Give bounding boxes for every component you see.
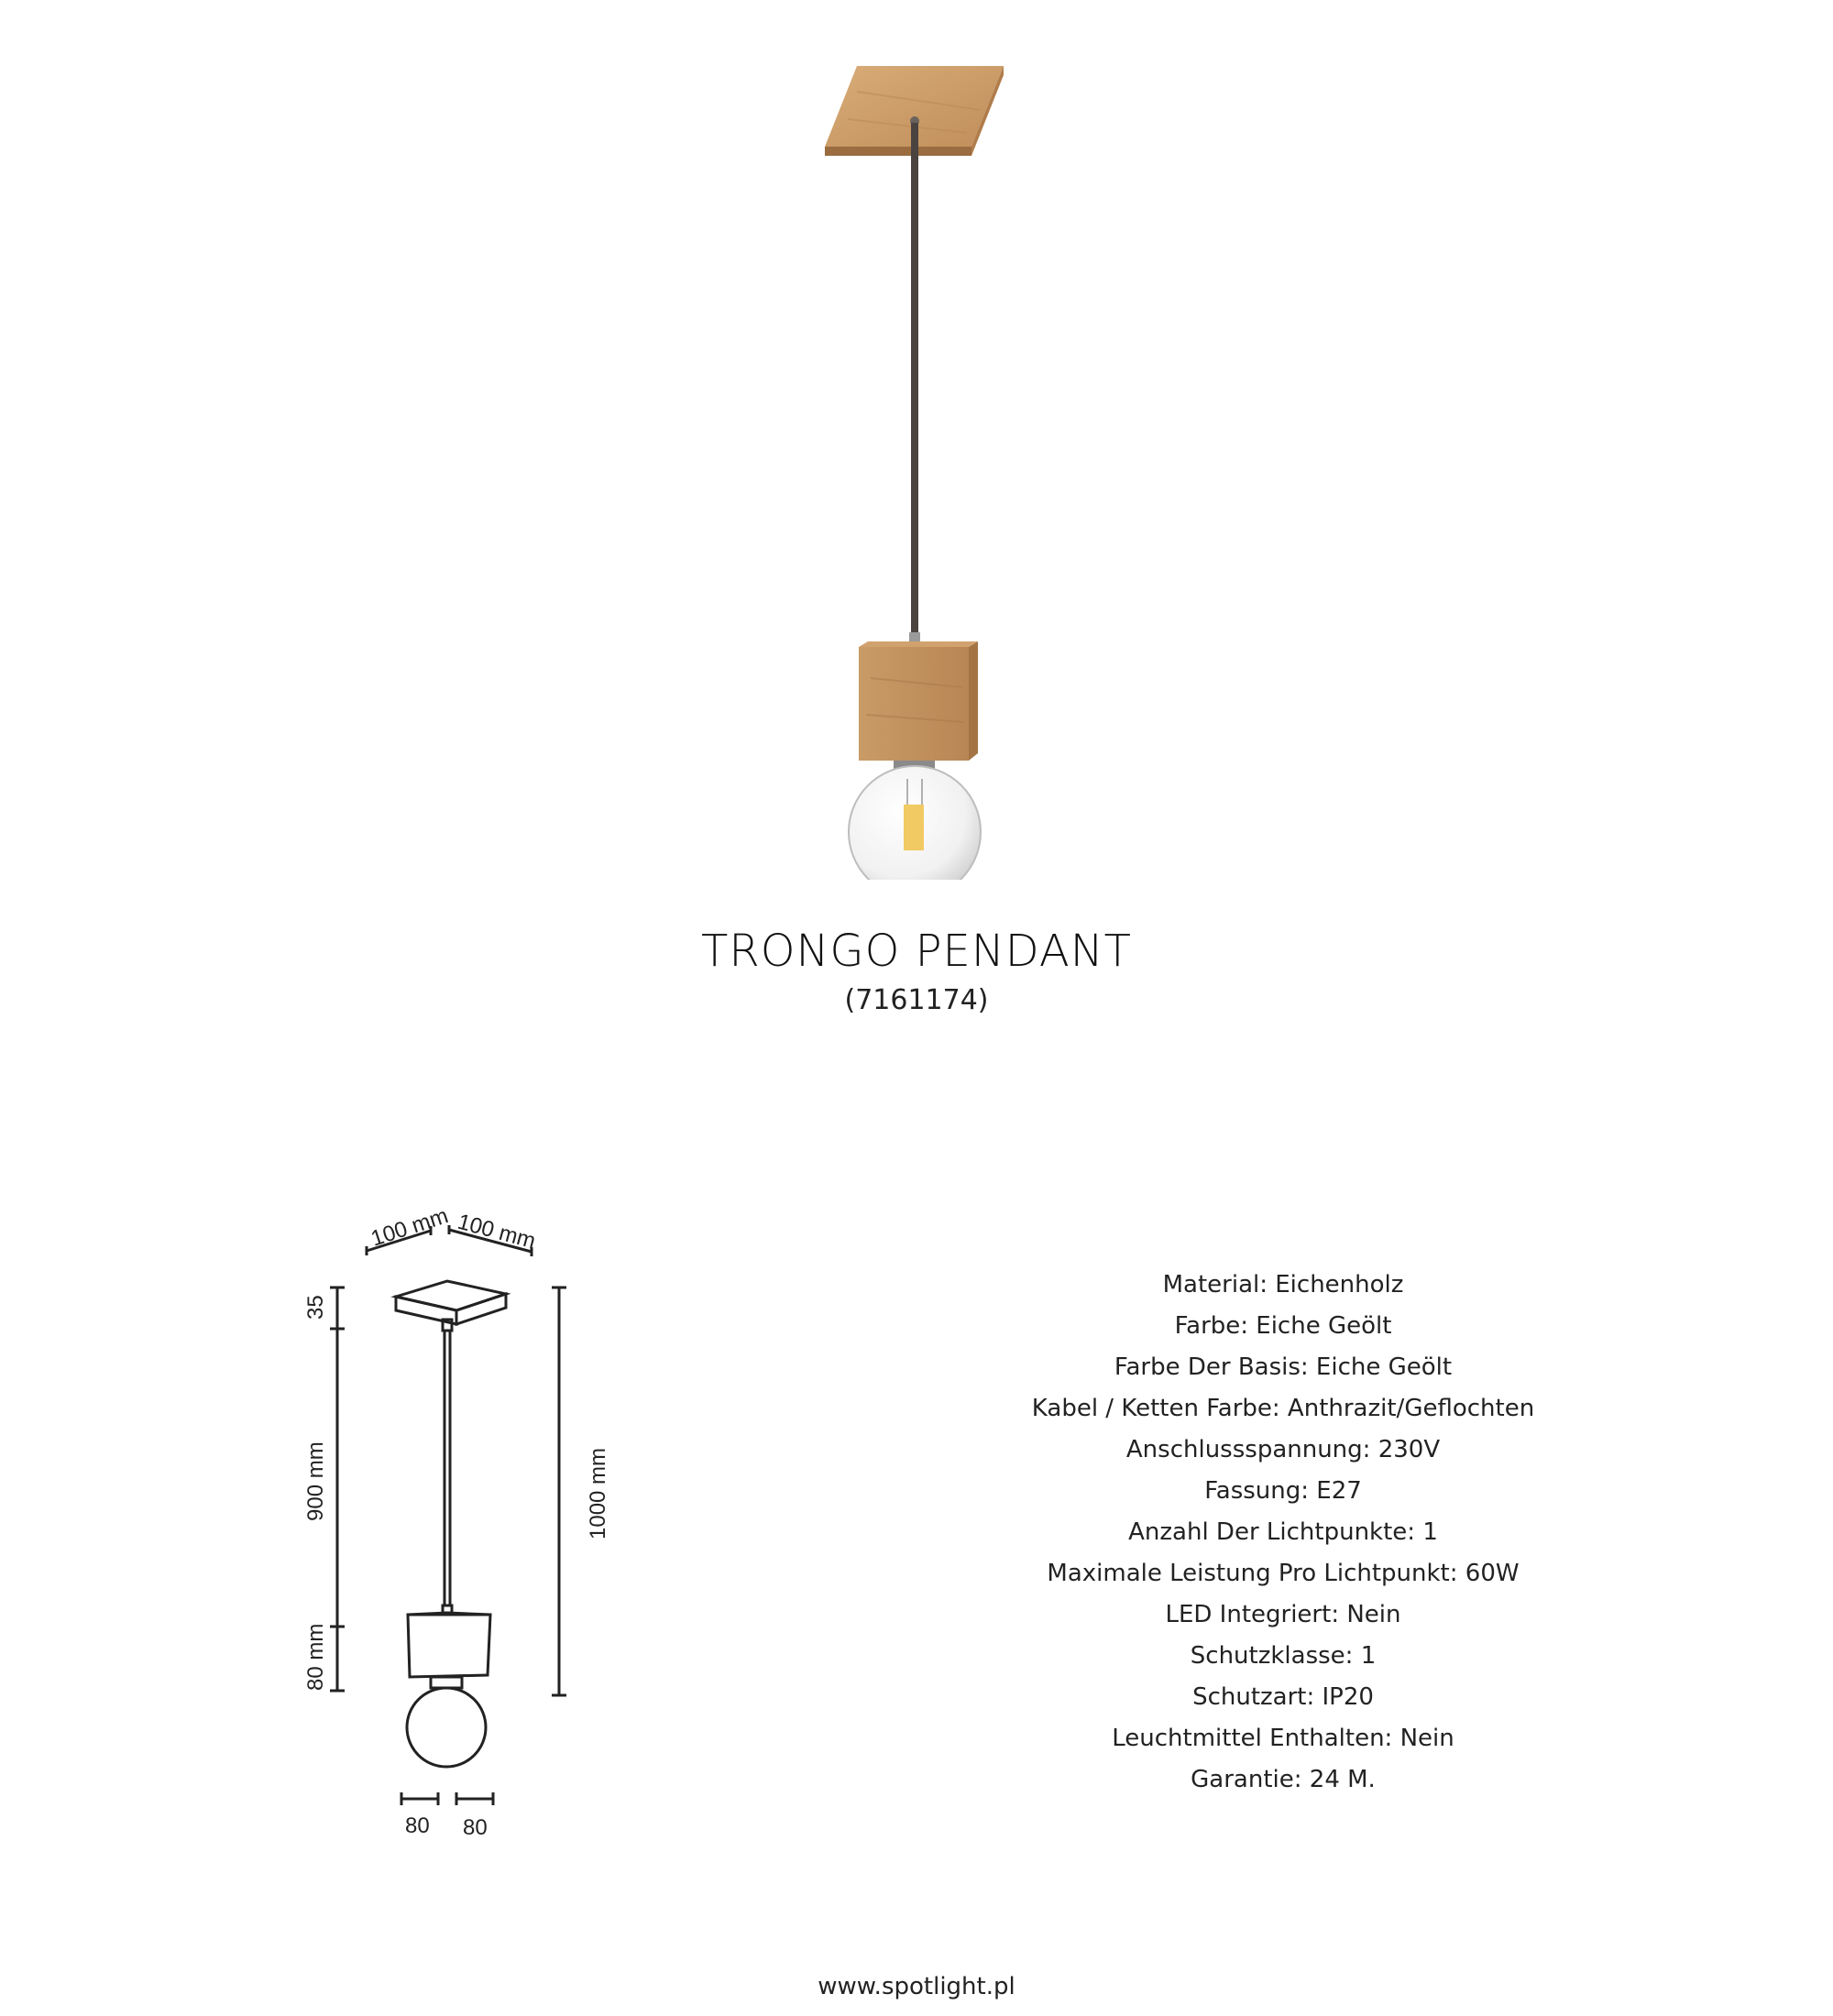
- filament: [904, 805, 924, 850]
- spec-schutzklasse: Schutzklasse: 1: [1190, 1642, 1377, 1670]
- dimension-drawing: [293, 1191, 678, 1851]
- dim-height-canopy: 35: [303, 1295, 328, 1320]
- spec-farbe: Farbe: Eiche Geölt: [1174, 1312, 1392, 1340]
- dim-holder-width-2: 80: [463, 1815, 488, 1840]
- spec-farbe-basis: Farbe Der Basis: Eiche Geölt: [1114, 1353, 1453, 1381]
- title-block: [0, 926, 1833, 1016]
- dim-width-2: 100 mm: [455, 1209, 539, 1255]
- dim-height-cable: 900 mm: [303, 1441, 328, 1521]
- spec-anschlussspannung: Anschlussspannung: 230V: [1125, 1436, 1441, 1463]
- canopy-front: [825, 147, 971, 156]
- specs-list: [999, 1265, 1567, 1801]
- spec-led-integriert: LED Integriert: Nein: [1165, 1601, 1401, 1628]
- dim-width-1: 100 mm: [368, 1203, 452, 1252]
- dim-height-total: 1000 mm: [586, 1447, 610, 1539]
- spec-kabel-farbe: Kabel / Ketten Farbe: Anthrazit/Geflochten: [1031, 1395, 1535, 1422]
- spec-leuchtmittel: Leuchtmittel Enthalten: Nein: [1112, 1725, 1454, 1752]
- spec-anzahl-lichtpunkte: Anzahl Der Lichtpunkte: 1: [1128, 1518, 1438, 1546]
- spec-schutzart: Schutzart: IP20: [1192, 1683, 1374, 1711]
- spec-max-leistung: Maximale Leistung Pro Lichtpunkt: 60W: [1047, 1560, 1520, 1587]
- holder-front: [859, 647, 969, 761]
- product-code: (7161174): [844, 984, 989, 1016]
- spec-garantie: Garantie: 24 M.: [1191, 1766, 1376, 1793]
- dim-height-holder: 80 mm: [303, 1623, 328, 1691]
- product-photo: [807, 55, 1026, 880]
- product-title: TRONGO PENDANT: [701, 926, 1132, 977]
- dim-holder-width-1: 80: [405, 1813, 430, 1838]
- cable: [911, 123, 918, 645]
- footer-url[interactable]: www.spotlight.pl: [818, 1973, 1015, 2000]
- spec-material: Material: Eichenholz: [1162, 1271, 1404, 1298]
- holder-top: [859, 641, 978, 647]
- spec-fassung: Fassung: E27: [1204, 1477, 1362, 1505]
- holder-side: [969, 641, 978, 761]
